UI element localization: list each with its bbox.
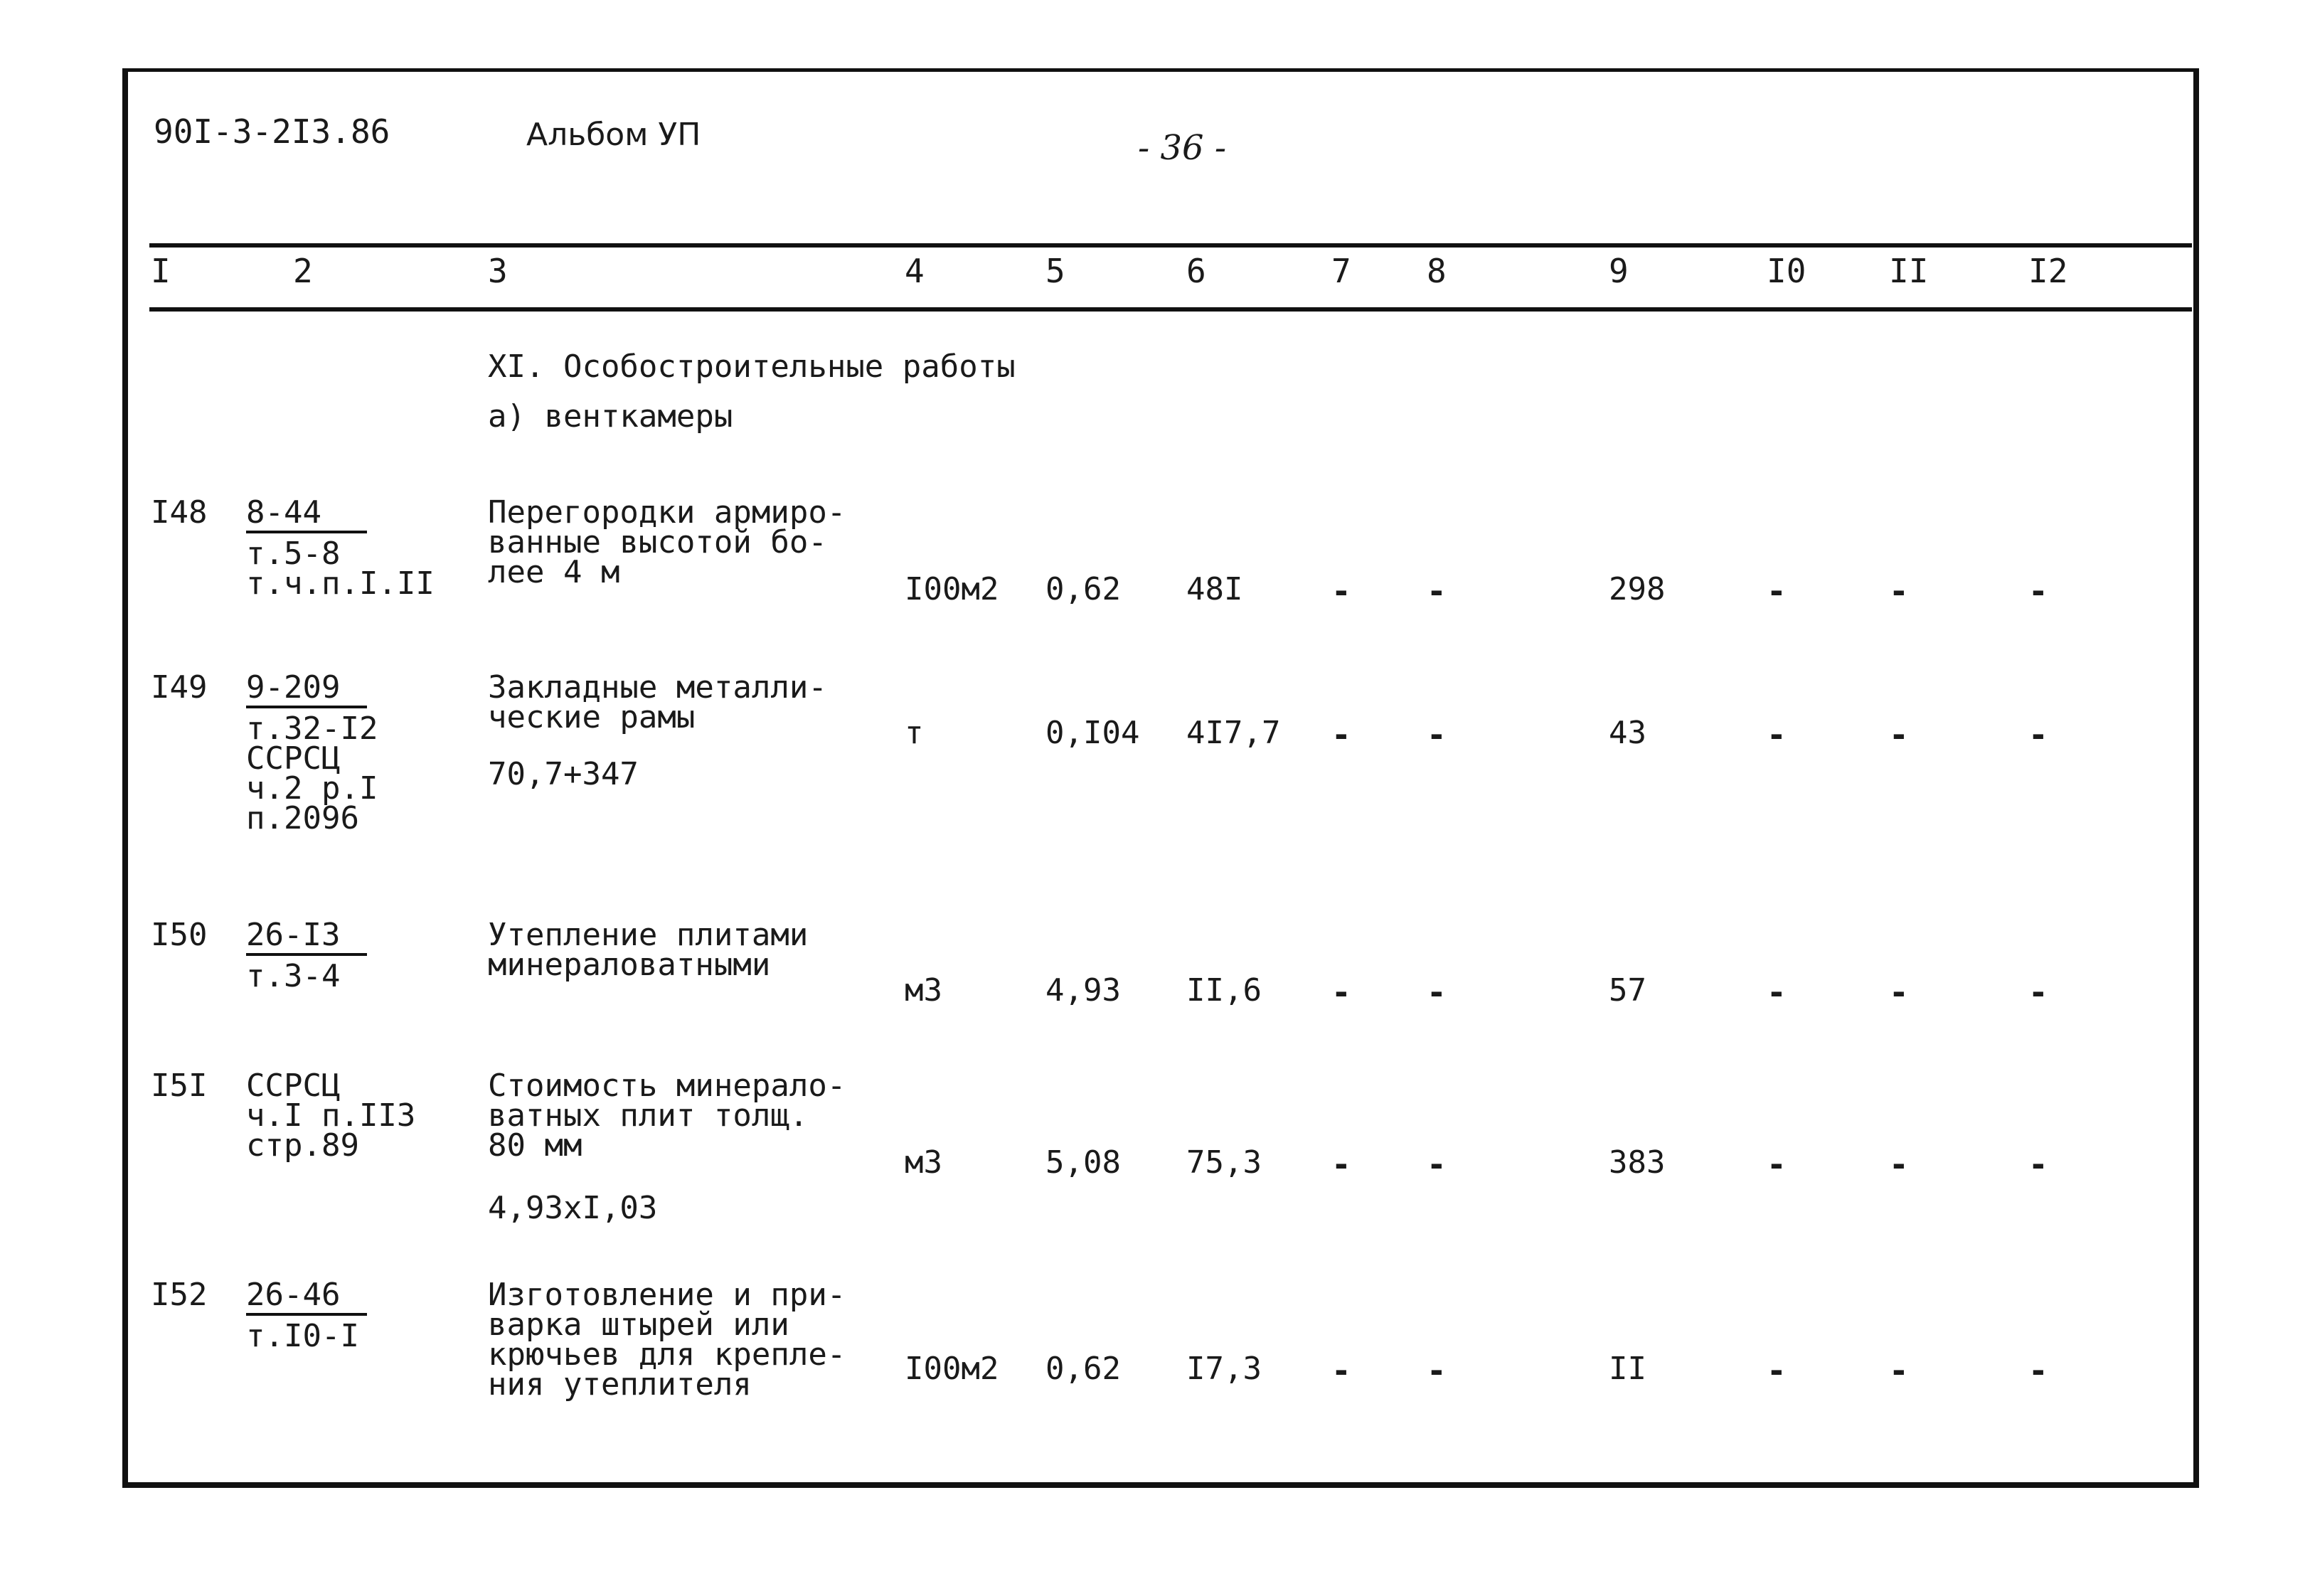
column-9-cell: II [1609,1351,1646,1387]
column-header-6: 6 [1186,252,1206,290]
quantity-cell: 4,93 [1045,972,1121,1009]
document-code: 90I-3-2I3.86 [154,112,390,151]
column-8-cell: - [1427,715,1447,754]
column-9-cell: 57 [1609,972,1646,1009]
description-line: лее 4 м [488,554,620,590]
column-header-3: 3 [488,252,508,290]
row-number: I5I [151,1068,208,1104]
reference-line: т.ч.п.I.II [246,565,435,602]
column-11-cell: - [1889,572,1909,610]
column-header-10: I0 [1767,252,1806,290]
column-header-12: I2 [2028,252,2068,290]
column-9-cell: 383 [1609,1144,1666,1181]
reference-cell [246,1277,367,1354]
unit-cell: м3 [905,1144,942,1181]
price-cell: II,6 [1186,972,1262,1009]
unit-cell: т [905,715,924,751]
column-12-cell: - [2028,1145,2048,1183]
quantity-cell: 0,62 [1045,571,1121,607]
reference-cell [246,494,435,602]
description-line: 80 мм [488,1127,582,1164]
description-line: минераловатными [488,947,771,983]
column-header-2: 2 [293,252,313,290]
description-line: ния утеплителя [488,1366,752,1403]
description-cell [488,494,846,590]
row-number: I48 [151,494,208,531]
description-line: ческие рамы [488,699,696,735]
unit-cell: м3 [905,972,942,1009]
description-line: крючьев для крепле- [488,1336,846,1373]
column-header-7: 7 [1331,252,1351,290]
column-8-cell: - [1427,1351,1447,1390]
column-11-cell: - [1889,973,1909,1011]
reference-line: ч.2 р.I [246,770,378,807]
quantity-cell: 0,62 [1045,1351,1121,1387]
row-number: I49 [151,669,208,706]
reference-cell [246,1068,416,1164]
description-line: Закладные металли- [488,669,827,706]
description-line: варка штырей или [488,1307,789,1343]
album-label: Альбом УП [526,117,701,153]
reference-line: т.3-4 [246,958,341,994]
column-8-cell: - [1427,1145,1447,1183]
column-10-cell: - [1767,1145,1787,1183]
reference-line: ч.I п.II3 [246,1097,416,1134]
row-number: I52 [151,1277,208,1313]
column-11-cell: - [1889,1351,1909,1390]
description-line: Перегородки армиро- [488,494,846,531]
column-header-9: 9 [1609,252,1629,290]
reference-main: 26-46 [246,1280,367,1316]
page-number: - 36 - [1138,128,1227,168]
section-title: XI. Особостроительные работы [488,349,1016,385]
column-10-cell: - [1767,572,1787,610]
column-11-cell: - [1889,1145,1909,1183]
description-cell [488,917,809,983]
column-12-cell: - [2028,715,2048,754]
section-subtitle: а) венткамеры [488,398,733,435]
column-11-cell: - [1889,715,1909,754]
reference-line: п.2096 [246,800,359,836]
column-12-cell: - [2028,572,2048,610]
calculation-note: 4,93хI,03 [488,1190,658,1226]
table-header-top-rule [149,243,2192,248]
column-7-cell: - [1331,715,1351,754]
column-10-cell: - [1767,1351,1787,1390]
column-10-cell: - [1767,973,1787,1011]
description-cell [488,1277,846,1403]
reference-line: стр.89 [246,1127,359,1164]
column-12-cell: - [2028,1351,2048,1390]
column-9-cell: 43 [1609,715,1646,751]
table-header-bottom-rule [149,307,2192,312]
column-header-11: II [1889,252,1929,290]
document-frame [122,68,2199,1488]
column-8-cell: - [1427,572,1447,610]
description-line: ванные высотой бо- [488,524,827,560]
reference-line: т.I0-I [246,1318,359,1354]
column-12-cell: - [2028,973,2048,1011]
column-7-cell: - [1331,1145,1351,1183]
column-header-1: I [151,252,171,290]
column-9-cell: 298 [1609,571,1666,607]
column-7-cell: - [1331,572,1351,610]
quantity-cell: 0,I04 [1045,715,1140,751]
column-7-cell: - [1331,973,1351,1011]
unit-cell: I00м2 [905,571,999,607]
column-header-5: 5 [1045,252,1065,290]
description-line: Стоимость минерало- [488,1068,846,1104]
column-header-8: 8 [1427,252,1447,290]
description-line: Изготовление и при- [488,1277,846,1313]
reference-line: ССРСЦ [246,1068,341,1104]
column-7-cell: - [1331,1351,1351,1390]
description-cell [488,669,827,735]
reference-main: 9-209 [246,673,367,708]
reference-line: т.5-8 [246,536,341,572]
description-line: Утепление плитами [488,917,809,953]
price-cell: 48I [1186,571,1243,607]
reference-line: ССРСЦ [246,740,341,777]
description-line: ватных плит толщ. [488,1097,809,1134]
quantity-cell: 5,08 [1045,1144,1121,1181]
reference-main: 26-I3 [246,920,367,956]
row-number: I50 [151,917,208,953]
reference-line: т.32-I2 [246,711,378,747]
price-cell: 4I7,7 [1186,715,1281,751]
calculation-note: 70,7+347 [488,756,639,792]
unit-cell: I00м2 [905,1351,999,1387]
column-header-4: 4 [905,252,925,290]
column-10-cell: - [1767,715,1787,754]
description-cell [488,1068,846,1164]
reference-cell [246,917,367,994]
price-cell: 75,3 [1186,1144,1262,1181]
reference-main: 8-44 [246,498,367,533]
price-cell: I7,3 [1186,1351,1262,1387]
column-8-cell: - [1427,973,1447,1011]
reference-cell [246,669,378,836]
